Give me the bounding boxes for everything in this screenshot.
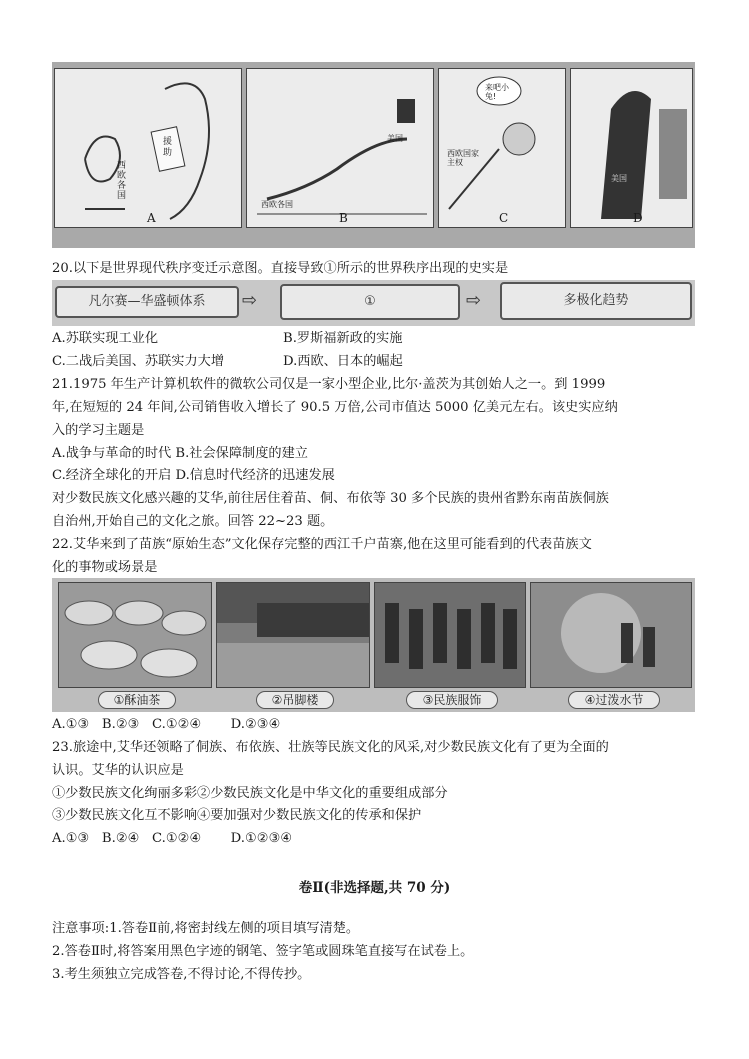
part2-note-3: 3.考生须独立完成答卷,不得讨论,不得传抄。	[52, 967, 311, 982]
q22-line-1: 22.艾华来到了苗族“原始生态”文化保存完整的西江千户苗寨,他在这里可能看到的代表苗族文	[52, 537, 592, 552]
caption-water-festival: ④过泼水节	[568, 691, 660, 709]
cartoon-c-label: C	[499, 211, 509, 225]
q20-option-d: D.西欧、日本的崛起	[283, 354, 403, 369]
cartoon-a-label: A	[147, 211, 156, 225]
cartoon-b-figure-text: 美国	[387, 134, 403, 143]
q20-option-b: B.罗斯福新政的实施	[283, 331, 403, 346]
butter-tea-image	[59, 583, 211, 687]
caption-butter-tea: ①酥油茶	[98, 691, 176, 709]
photo-water-festival	[530, 582, 692, 688]
q23-statement-2: ③少数民族文化互不影响④要加强对少数民族文化的传承和保护	[52, 808, 422, 823]
flow-arrow-2: ⇨	[466, 290, 482, 311]
cartoon-d-label: D	[633, 211, 643, 225]
photo-stilt-house	[216, 582, 370, 688]
intro-line-1: 对少数民族文化感兴趣的艾华,前往居住着苗、侗、布依等 30 多个民族的贵州省黔东南苗族侗族	[52, 491, 609, 506]
q20-option-c: C.二战后美国、苏联实力大增	[52, 354, 225, 369]
q23-line-1: 23.旅途中,艾华还领略了侗族、布依族、壮族等民族文化的风采,对少数民族文化有了更为全面的	[52, 740, 609, 755]
q21-options-2: C.经济全球化的开启 D.信息时代经济的迅速发展	[52, 468, 335, 483]
q20-stem: 20.以下是世界现代秩序变迁示意图。直接导致①所示的世界秩序出现的史实是	[52, 261, 509, 276]
q20-flow-diagram	[52, 280, 695, 326]
cartoon-d-tag-text: 美国	[611, 174, 627, 183]
cartoon-a-drawing	[55, 69, 241, 227]
cartoon-a-rooster-text: 西欧各国	[117, 161, 127, 201]
flow-box-1: 凡尔赛—华盛顿体系	[55, 286, 239, 318]
flow-box-3: 多极化趋势	[500, 282, 692, 320]
flow-arrow-1: ⇨	[242, 290, 258, 311]
cartoon-panel-a	[54, 68, 242, 228]
stilt-house-image	[217, 583, 369, 687]
part2-note-1: 注意事项:1.答卷Ⅱ前,将密封线左侧的项目填写清楚。	[52, 921, 360, 936]
q21-line-3: 入的学习主题是	[52, 423, 145, 438]
cartoon-c-bag-text: 西欧国家主权	[447, 149, 479, 167]
caption-stilt-house: ②吊脚楼	[256, 691, 334, 709]
q21-line-1: 21.1975 年生产计算机软件的微软公司仅是一家小型企业,比尔·盖茨为其创始人之一。到 1999	[52, 377, 606, 392]
ethnic-costume-image	[375, 583, 525, 687]
intro-line-2: 自治州,开始自己的文化之旅。回答 22~23 题。	[52, 514, 334, 529]
photo-ethnic-costume	[374, 582, 526, 688]
caption-ethnic-costume: ③民族服饰	[406, 691, 498, 709]
q23-line-2: 认识。艾华的认识应是	[52, 763, 184, 778]
q22-photo-strip	[52, 578, 695, 712]
q23-options: A.①③ B.②④ C.①②④ D.①②③④	[52, 831, 293, 846]
q23-statement-1: ①少数民族文化绚丽多彩②少数民族文化是中华文化的重要组成部分	[52, 786, 448, 801]
cartoon-b-label: B	[339, 211, 348, 225]
cartoon-panel-d	[570, 68, 693, 228]
cartoon-panel-c	[438, 68, 566, 228]
part2-title: 卷Ⅱ(非选择题,共 70 分)	[298, 880, 451, 896]
q20-option-a: A.苏联实现工业化	[52, 331, 159, 346]
cartoon-b-ground-text: 西欧各国	[261, 200, 293, 209]
q21-options-1: A.战争与革命的时代 B.社会保障制度的建立	[52, 446, 308, 461]
cartoon-panel-b	[246, 68, 434, 228]
cartoon-a-sign-text: 援助	[163, 137, 173, 158]
cartoon-c-bubble-text: 来吧小兔!	[485, 83, 509, 101]
q21-line-2: 年,在短短的 24 年间,公司销售收入增长了 90.5 万倍,公司市值达 5000 亿美元左右。该史实应纳	[52, 400, 618, 415]
cartoon-strip	[52, 62, 695, 248]
water-festival-image	[531, 583, 691, 687]
photo-butter-tea	[58, 582, 212, 688]
q22-line-2: 化的事物或场景是	[52, 560, 158, 575]
q22-options: A.①③ B.②③ C.①②④ D.②③④	[52, 717, 281, 732]
part2-note-2: 2.答卷Ⅱ时,将答案用黑色字迹的钢笔、签字笔或圆珠笔直接写在试卷上。	[52, 944, 474, 959]
cartoon-d-drawing	[571, 69, 692, 227]
flow-box-2: ①	[280, 284, 460, 320]
